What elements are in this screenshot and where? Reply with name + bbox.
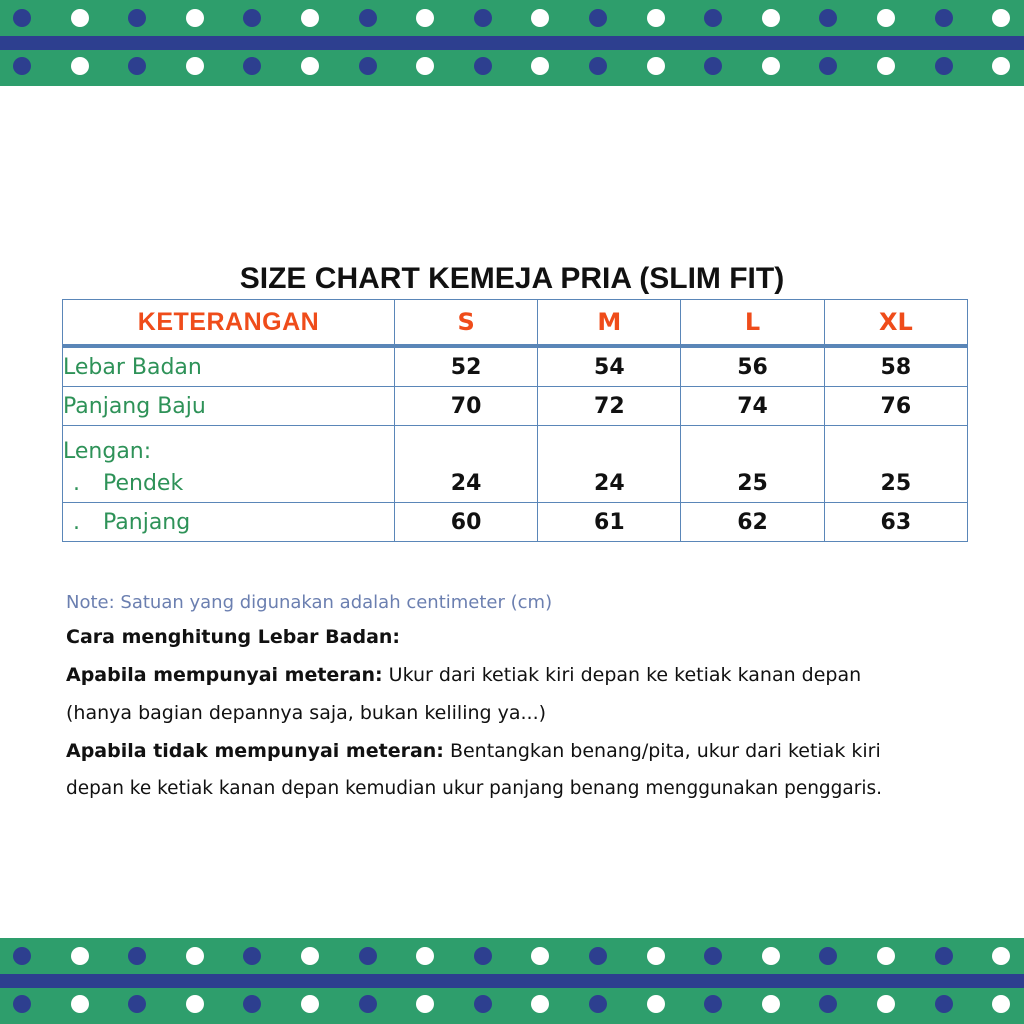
row-label: Lebar Badan — [63, 346, 395, 387]
table-cell — [681, 426, 824, 465]
without-meter-label: Apabila tidak mempunyai meteran: — [66, 740, 444, 762]
polka-dot — [762, 9, 780, 27]
polka-dot — [762, 947, 780, 965]
polka-dot — [647, 9, 665, 27]
table-cell: 56 — [681, 346, 824, 387]
polka-dot — [474, 995, 492, 1013]
polka-dot — [647, 57, 665, 75]
bottom-decorative-border — [0, 938, 1024, 1024]
top-decorative-border — [0, 0, 1024, 86]
table-cell: 54 — [538, 346, 681, 387]
polka-dot — [474, 57, 492, 75]
without-meter-text: Bentangkan benang/pita, ukur dari ketiak kiri — [443, 740, 881, 762]
table-row — [63, 346, 968, 387]
table-cell: 25 — [824, 464, 967, 503]
polka-dot — [589, 947, 607, 965]
table-row — [63, 464, 968, 503]
table-cell — [538, 426, 681, 465]
table-cell: 63 — [824, 503, 967, 542]
measure-heading: Cara menghitung Lebar Badan: — [66, 626, 401, 648]
table-header-row — [63, 300, 968, 347]
polka-dot — [935, 947, 953, 965]
notes-section — [66, 588, 986, 808]
polka-dot — [71, 57, 89, 75]
table-cell: 25 — [681, 464, 824, 503]
polka-dot — [762, 995, 780, 1013]
polka-dot — [589, 9, 607, 27]
polka-dot — [301, 9, 319, 27]
bullet: . — [73, 470, 80, 496]
polka-dot — [762, 57, 780, 75]
table-cell: 60 — [394, 503, 537, 542]
polka-dot — [13, 947, 31, 965]
row-label: Lengan: — [63, 426, 395, 465]
with-meter-instruction — [66, 656, 986, 694]
header-size-s: S — [394, 300, 537, 347]
row-label-text: Panjang — [103, 509, 191, 535]
table-cell: 62 — [681, 503, 824, 542]
polka-dot — [647, 947, 665, 965]
polka-dot — [71, 9, 89, 27]
with-meter-text: Ukur dari ketiak kiri depan ke ketiak kanan depan — [382, 664, 862, 686]
table-cell: 72 — [538, 387, 681, 426]
polka-dot — [877, 57, 895, 75]
navy-stripe — [0, 974, 1024, 988]
row-label — [63, 503, 395, 542]
polka-dot — [186, 57, 204, 75]
table-row — [63, 426, 968, 465]
polka-dot — [359, 947, 377, 965]
polka-dot — [301, 57, 319, 75]
navy-stripe — [0, 36, 1024, 50]
table-cell: 76 — [824, 387, 967, 426]
header-size-xl: XL — [824, 300, 967, 347]
header-keterangan: KETERANGAN — [63, 300, 395, 347]
polka-dot — [935, 995, 953, 1013]
table-cell: 58 — [824, 346, 967, 387]
polka-dot — [186, 9, 204, 27]
table-cell: 24 — [394, 464, 537, 503]
polka-dot — [877, 9, 895, 27]
polka-dot — [13, 9, 31, 27]
polka-dot — [474, 9, 492, 27]
polka-dot — [71, 995, 89, 1013]
polka-dot — [301, 995, 319, 1013]
polka-dot — [935, 9, 953, 27]
row-label: Panjang Baju — [63, 387, 395, 426]
table-cell — [824, 426, 967, 465]
polka-dot — [186, 995, 204, 1013]
polka-dot — [301, 947, 319, 965]
polka-dot — [13, 995, 31, 1013]
without-meter-text-continued: depan ke ketiak kanan depan kemudian ukur panjang benang menggunakan penggaris. — [66, 778, 883, 799]
unit-note: Note: Satuan yang digunakan adalah centimeter (cm) — [66, 592, 553, 613]
table-cell: 24 — [538, 464, 681, 503]
table-cell: 52 — [394, 346, 537, 387]
table-cell — [394, 426, 537, 465]
polka-dot — [359, 995, 377, 1013]
polka-dot — [647, 995, 665, 1013]
polka-dot — [877, 947, 895, 965]
polka-dot — [71, 947, 89, 965]
polka-dot — [359, 9, 377, 27]
without-meter-instruction — [66, 732, 986, 770]
table-row — [63, 503, 968, 542]
table-row — [63, 387, 968, 426]
with-meter-text-continued: (hanya bagian depannya saja, bukan keliling ya...) — [66, 702, 547, 724]
table-cell: 70 — [394, 387, 537, 426]
size-chart-table — [62, 299, 968, 542]
polka-dot — [186, 947, 204, 965]
polka-dot — [13, 57, 31, 75]
polka-dot — [589, 995, 607, 1013]
page-title: SIZE CHART KEMEJA PRIA (SLIM FIT) — [239, 262, 785, 295]
row-label-text: Pendek — [103, 470, 184, 496]
bullet: . — [73, 509, 80, 535]
polka-dot — [589, 57, 607, 75]
polka-dot — [359, 57, 377, 75]
with-meter-label: Apabila mempunyai meteran: — [66, 664, 383, 686]
polka-dot — [935, 57, 953, 75]
table-cell: 74 — [681, 387, 824, 426]
table-cell: 61 — [538, 503, 681, 542]
polka-dot — [877, 995, 895, 1013]
polka-dot — [474, 947, 492, 965]
row-label — [63, 464, 395, 503]
header-size-m: M — [538, 300, 681, 347]
header-size-l: L — [681, 300, 824, 347]
